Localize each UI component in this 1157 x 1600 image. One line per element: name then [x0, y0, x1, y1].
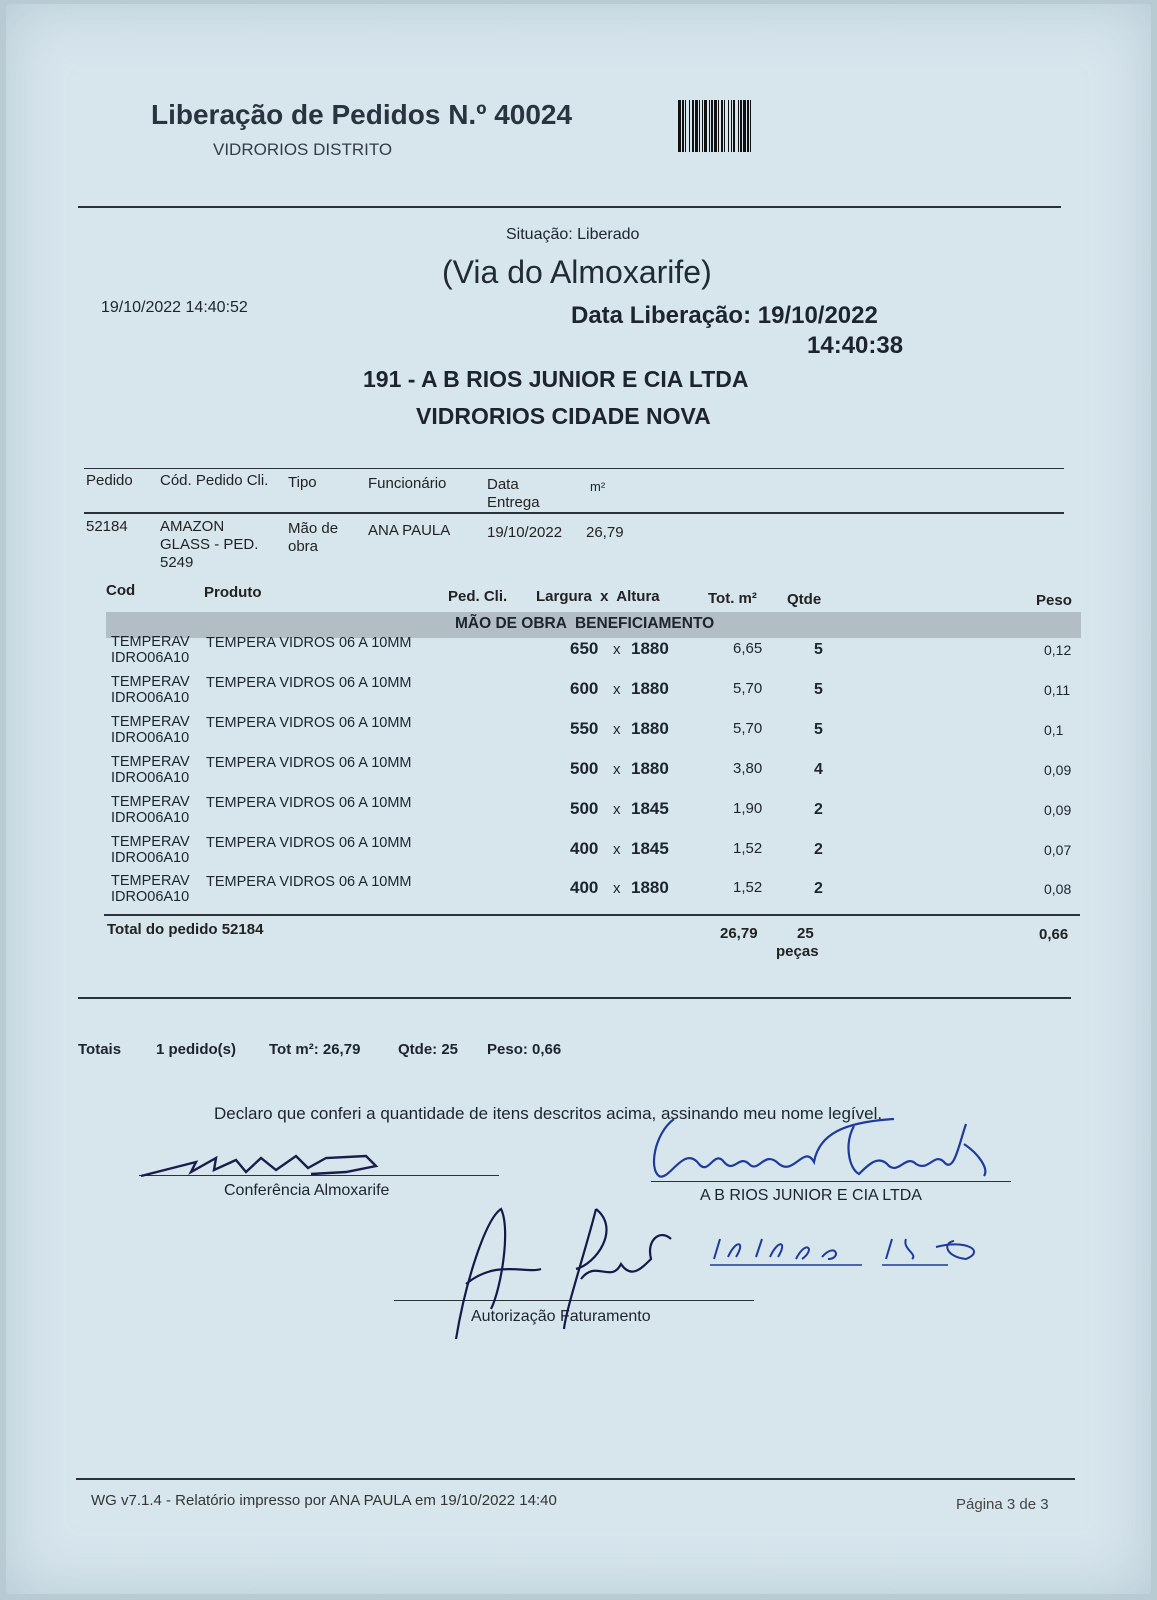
item-produto: TEMPERA VIDROS 06 A 10MM: [206, 874, 412, 890]
col-header-pedido: Pedido: [86, 472, 133, 489]
footer-printed-by: WG v7.1.4 - Relatório impresso por ANA PAULA em 19/10/2022 14:40: [91, 1492, 557, 1509]
col-header-data-entrega: Data Entrega: [487, 476, 540, 511]
handwritten-date-scribble: [706, 1229, 1006, 1269]
item-peso: 0,09: [1044, 762, 1072, 778]
item-qtde: 2: [814, 801, 823, 818]
signature-cliente-scribble: [644, 1114, 1014, 1189]
signature-ana-paula-scribble: [446, 1199, 686, 1349]
item-cod-line2: IDRO06A10: [111, 690, 190, 706]
item-tot-m2: 1,52: [733, 840, 763, 857]
item-altura: 1880: [631, 679, 669, 698]
item-peso: 0,08: [1044, 881, 1072, 897]
col-header-m2: m²: [590, 479, 606, 494]
item-qtde: 2: [814, 880, 823, 897]
item-x-separator: x: [613, 641, 621, 658]
order-table-top-rule: [84, 468, 1064, 469]
signature-label-conferencia: Conferência Almoxarife: [224, 1182, 390, 1199]
col-header-funcionario: Funcionário: [368, 475, 447, 492]
item-largura: 500: [570, 759, 599, 778]
header-divider: [78, 206, 1061, 208]
signature-conferencia-scribble: [136, 1144, 396, 1184]
order-funcionario: ANA PAULA: [368, 522, 451, 539]
item-largura: 650: [570, 639, 599, 658]
order-table-header-rule: [84, 512, 1064, 514]
item-cod-line1: TEMPERAV: [111, 754, 190, 770]
item-cod-line1: TEMPERAV: [111, 674, 190, 690]
item-cod-line1: TEMPERAV: [111, 834, 190, 850]
signature-label-cliente: A B RIOS JUNIOR E CIA LTDA: [700, 1187, 922, 1204]
item-peso: 0,1: [1044, 722, 1064, 738]
item-produto: TEMPERA VIDROS 06 A 10MM: [206, 835, 412, 851]
item-tot-m2: 5,70: [733, 720, 763, 737]
item-produto: TEMPERA VIDROS 06 A 10MM: [206, 715, 412, 731]
item-cod-line2: IDRO06A10: [111, 850, 190, 866]
item-largura: 550: [570, 719, 599, 738]
release-time: 14:40:38: [807, 332, 904, 359]
item-produto: TEMPERA VIDROS 06 A 10MM: [206, 635, 412, 651]
status-text: Situação: Liberado: [506, 226, 640, 243]
barcode-image: [678, 100, 854, 152]
col-header-largura-altura: Largura x Altura: [536, 588, 660, 605]
item-peso: 0,07: [1044, 842, 1072, 858]
totals-pedidos: 1 pedido(s): [156, 1041, 237, 1058]
order-total-label: Total do pedido 52184: [107, 921, 264, 938]
item-qtde: 5: [814, 641, 823, 658]
order-pedido: 52184: [86, 518, 128, 535]
order-total-pecas: peças: [776, 943, 819, 960]
declaration-text: Declaro que conferi a quantidade de itens descritos acima, assinando meu nome legível.: [214, 1104, 883, 1123]
order-total-m2: 26,79: [720, 925, 758, 942]
signature-label-autorizacao: Autorização Faturamento: [471, 1308, 651, 1325]
item-x-separator: x: [613, 880, 621, 897]
col-header-ped-cli: Ped. Cli.: [448, 588, 508, 605]
item-cod-line2: IDRO06A10: [111, 810, 190, 826]
item-x-separator: x: [613, 681, 621, 698]
order-tipo: Mão de obra: [288, 520, 339, 555]
item-peso: 0,11: [1044, 682, 1071, 698]
item-produto: TEMPERA VIDROS 06 A 10MM: [206, 675, 412, 691]
totals-label: Totais: [78, 1041, 122, 1058]
printed-timestamp: 19/10/2022 14:40:52: [101, 299, 248, 316]
item-produto: TEMPERA VIDROS 06 A 10MM: [206, 755, 412, 771]
item-cod-line2: IDRO06A10: [111, 730, 190, 746]
col-header-cod-pedido-cli: Cód. Pedido Cli.: [160, 472, 269, 489]
barcode-bar: [751, 100, 754, 152]
col-header-produto: Produto: [204, 584, 262, 601]
col-header-cod: Cod: [106, 582, 136, 599]
item-peso: 0,09: [1044, 802, 1072, 818]
col-header-tipo: Tipo: [288, 474, 317, 491]
items-bottom-rule: [104, 914, 1080, 916]
item-tot-m2: 6,65: [733, 640, 763, 657]
item-altura: 1880: [631, 759, 669, 778]
item-tot-m2: 1,52: [733, 879, 763, 896]
order-total-peso: 0,66: [1039, 926, 1069, 943]
order-total-qtde: 25: [797, 925, 814, 942]
item-cod-line2: IDRO06A10: [111, 650, 190, 666]
item-x-separator: x: [613, 841, 621, 858]
company-name: VIDRORIOS DISTRITO: [213, 140, 393, 159]
item-tot-m2: 3,80: [733, 760, 763, 777]
group-label: MÃO DE OBRA BENEFICIAMENTO: [455, 615, 715, 632]
document-title: Liberação de Pedidos N.º 40024: [151, 99, 573, 130]
item-cod-line1: TEMPERAV: [111, 634, 190, 650]
item-produto: TEMPERA VIDROS 06 A 10MM: [206, 795, 412, 811]
document-page: [6, 4, 1151, 1594]
footer-divider: [76, 1478, 1075, 1480]
totals-qtde: Qtde: 25: [398, 1041, 459, 1058]
order-m2: 26,79: [586, 524, 624, 541]
item-altura: 1845: [631, 799, 669, 818]
item-cod-line2: IDRO06A10: [111, 889, 190, 905]
item-cod-line1: TEMPERAV: [111, 714, 190, 730]
item-x-separator: x: [613, 761, 621, 778]
totals-peso: Peso: 0,66: [487, 1041, 562, 1058]
item-x-separator: x: [613, 721, 621, 738]
release-date: Data Liberação: 19/10/2022: [571, 302, 878, 329]
store-name: VIDRORIOS CIDADE NOVA: [416, 403, 711, 429]
item-cod-line1: TEMPERAV: [111, 873, 190, 889]
item-qtde: 5: [814, 721, 823, 738]
item-cod-line2: IDRO06A10: [111, 770, 190, 786]
col-header-qtde: Qtde: [787, 591, 822, 608]
item-altura: 1880: [631, 719, 669, 738]
item-largura: 600: [570, 679, 599, 698]
col-header-peso: Peso: [1036, 592, 1072, 609]
col-header-tot-m2: Tot. m²: [708, 590, 757, 607]
item-qtde: 2: [814, 841, 823, 858]
totals-m2: Tot m²: 26,79: [269, 1041, 361, 1058]
order-cod-pedido-cli: AMAZON GLASS - PED. 5249: [160, 518, 259, 571]
item-altura: 1880: [631, 878, 669, 897]
item-tot-m2: 1,90: [733, 800, 763, 817]
item-altura: 1880: [631, 639, 669, 658]
item-largura: 500: [570, 799, 599, 818]
item-tot-m2: 5,70: [733, 680, 763, 697]
customer-name: 191 - A B RIOS JUNIOR E CIA LTDA: [363, 366, 749, 392]
page-number: Página 3 de 3: [956, 1496, 1049, 1513]
item-qtde: 4: [814, 761, 823, 778]
item-largura: 400: [570, 878, 599, 897]
item-peso: 0,12: [1044, 642, 1072, 658]
item-largura: 400: [570, 839, 599, 858]
order-data-entrega: 19/10/2022: [487, 524, 563, 541]
item-cod-line1: TEMPERAV: [111, 794, 190, 810]
item-x-separator: x: [613, 801, 621, 818]
totals-divider: [78, 997, 1071, 999]
item-qtde: 5: [814, 681, 823, 698]
copy-type-title: (Via do Almoxarife): [442, 254, 712, 290]
item-altura: 1845: [631, 839, 669, 858]
